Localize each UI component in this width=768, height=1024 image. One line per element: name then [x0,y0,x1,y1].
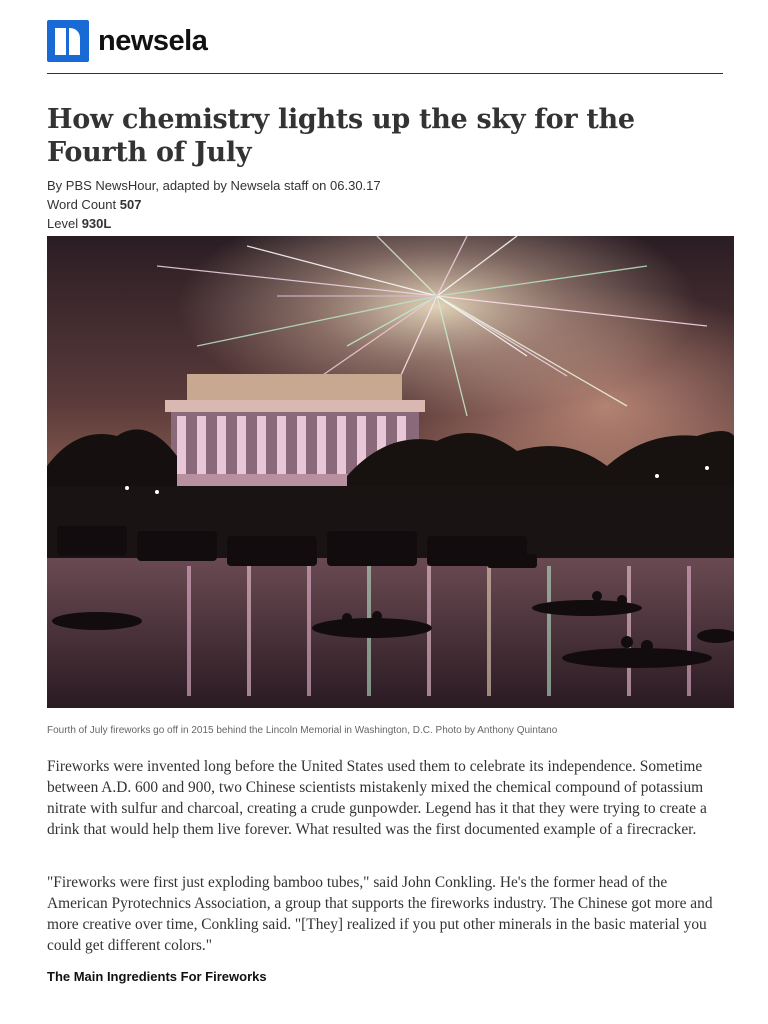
word-count-label: Word Count [47,197,120,212]
paragraph-2: "Fireworks were first just exploding bamboo tubes," said John Conkling. He's the former head of the American Pyrotechnics Association, a group that supports the fireworks industry. The Chinese got more and more creative over time, Conkling said. "[They] realized if you put other minerals in the basic material you could get different colors." [47,874,713,954]
level-value: 930L [81,216,112,231]
level-label: Level [47,216,82,231]
brand-name: newsela [98,24,208,57]
word-count-value: 507 [119,197,142,212]
reading-level [47,216,111,232]
paragraph-1: Fireworks were invented long before the United States used them to celebrate its independence. Sometime between A.D. 600 and 900, two Chinese scientists mistakenly mixed the chemical compound of potassium nitrate with sulfur and charcoal, creating a crude gunpowder. Legend has it that they were trying to create a drink that would help them live forever. What resulted was the first documented example of a firecracker. [47,758,707,838]
newsela-logo-icon [47,20,89,62]
word-count [47,197,141,213]
photo-caption: Fourth of July fireworks go off in 2015 behind the Lincoln Memorial in Washington, D.C. Photo by Anthony Quintano [47,725,558,736]
header-divider [47,73,723,74]
article-photo [47,236,734,708]
section-heading: The Main Ingredients For Fireworks [47,969,267,984]
article-title: How chemistry lights up the sky for the Fourth of July [47,104,635,168]
newsela-logo[interactable] [47,20,207,62]
byline: By PBS NewsHour, adapted by Newsela staff on 06.30.17 [47,178,381,193]
